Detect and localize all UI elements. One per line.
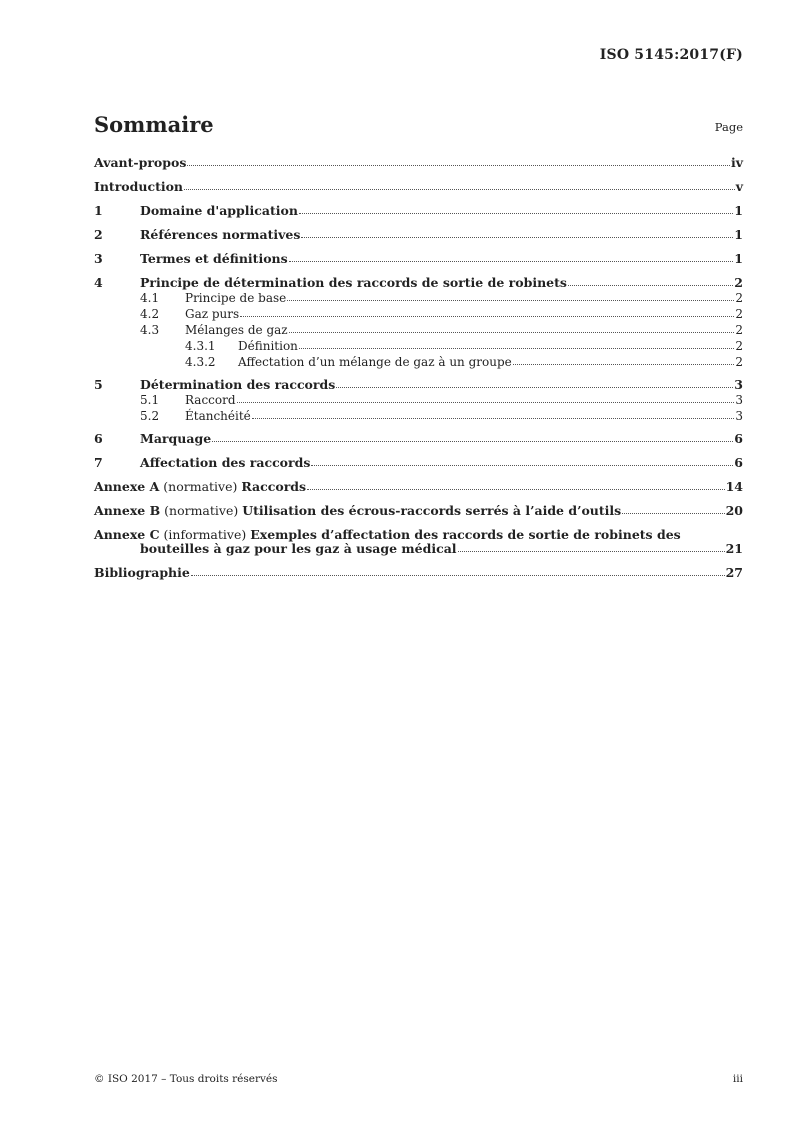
toc-entry-number: 5.1 — [140, 393, 160, 407]
toc-entry-avant-propos[interactable] — [94, 156, 743, 170]
toc-entry-section-4-3-1[interactable] — [94, 340, 743, 352]
dot-leader — [458, 551, 725, 552]
toc-entry-section-5[interactable] — [94, 378, 743, 392]
annex-title: Raccords — [241, 479, 307, 494]
toc-entry-page: v — [735, 179, 743, 194]
toc-entry-title: Affectation des raccords — [140, 455, 311, 470]
dot-leader — [191, 575, 725, 576]
table-of-contents — [94, 156, 743, 580]
toc-entry-title: Domaine d'application — [140, 203, 298, 218]
toc-entry-title: Principe de base — [185, 291, 287, 305]
toc-entry-section-5-1[interactable] — [94, 394, 743, 406]
dot-leader — [252, 418, 735, 419]
annex-kind: (informative) — [163, 527, 247, 542]
document-id: ISO 5145:2017(F) — [599, 47, 743, 63]
dot-leader — [289, 332, 735, 333]
toc-entry-title: Affectation d’un mélange de gaz à un groupe — [238, 355, 512, 369]
dot-leader — [299, 348, 734, 349]
toc-entry-title: Bibliographie — [94, 565, 190, 580]
toc-entry-page: 1 — [734, 227, 743, 242]
toc-entry-annex-c[interactable] — [94, 528, 743, 556]
toc-entry-page: 2 — [735, 339, 743, 353]
annex-title: Exemples d’affectation des raccords de sortie de robinets des — [250, 527, 681, 542]
footer-page-number: iii — [732, 1073, 743, 1085]
toc-entry-number: 1 — [94, 203, 103, 218]
annex-label: Annexe C — [94, 527, 160, 542]
dot-leader — [622, 513, 724, 514]
toc-entry-title: Étanchéité — [185, 409, 251, 423]
toc-entry-title: Marquage — [140, 431, 212, 446]
toc-entry-page: 2 — [735, 307, 743, 321]
toc-entry-page: 2 — [735, 355, 743, 369]
toc-entry-annex-a[interactable] — [94, 480, 743, 494]
toc-entry-page: 3 — [735, 409, 743, 423]
toc-entry-number: 2 — [94, 227, 103, 242]
toc-entry-number: 4.1 — [140, 291, 160, 305]
toc-entry-title: Définition — [238, 339, 298, 353]
toc-entry-section-7[interactable] — [94, 456, 743, 470]
toc-entry-number: 4.3 — [140, 323, 160, 337]
toc-entry-number: 5.2 — [140, 409, 160, 423]
toc-entry-title: Références normatives — [140, 227, 301, 242]
dot-leader — [307, 489, 725, 490]
dot-leader — [301, 237, 733, 238]
toc-entry-number: 4.3.1 — [185, 339, 216, 353]
dot-leader — [311, 465, 733, 466]
toc-entry-section-6[interactable] — [94, 432, 743, 446]
dot-leader — [240, 316, 734, 317]
dot-leader — [299, 213, 733, 214]
toc-entry-section-3[interactable] — [94, 252, 743, 266]
toc-entry-title: Principe de détermination des raccords de sortie de robinets — [140, 275, 567, 290]
toc-entry-page: iv — [730, 155, 743, 170]
toc-entry-page: 6 — [734, 455, 743, 470]
toc-entry-section-4-3-2[interactable] — [94, 356, 743, 368]
footer-copyright: © ISO 2017 – Tous droits réservés — [94, 1073, 278, 1085]
annex-label: Annexe A — [94, 479, 160, 494]
annex-title: Utilisation des écrous-raccords serrés à l’aide d’outils — [242, 503, 622, 518]
toc-entry-number: 7 — [94, 455, 103, 470]
toc-entry-title — [94, 480, 306, 494]
page-column-label: Page — [714, 120, 743, 134]
dot-leader — [568, 285, 733, 286]
toc-entry-page: 21 — [725, 541, 743, 556]
toc-entry-page: 1 — [734, 203, 743, 218]
toc-entry-number: 5 — [94, 377, 103, 392]
toc-entry-title — [94, 504, 621, 518]
toc-entry-title: Gaz purs — [185, 307, 240, 321]
toc-entry-title: Mélanges de gaz — [185, 323, 288, 337]
dot-leader — [287, 300, 734, 301]
toc-entry-page: 27 — [725, 565, 743, 580]
toc-entry-bibliographie[interactable] — [94, 566, 743, 580]
dot-leader — [212, 441, 733, 442]
toc-entry-title: Introduction — [94, 179, 184, 194]
toc-entry-page: 14 — [725, 479, 743, 494]
toc-entry-section-4[interactable] — [94, 276, 743, 290]
toc-entry-title: Détermination des raccords — [140, 377, 336, 392]
toc-entry-section-4-2[interactable] — [94, 308, 743, 320]
toc-header — [94, 112, 743, 140]
annex-title-continued: bouteilles à gaz pour les gaz à usage médical — [140, 541, 457, 556]
toc-entry-section-5-2[interactable] — [94, 410, 743, 422]
annex-title-line-2 — [94, 542, 743, 556]
toc-entry-page: 3 — [735, 393, 743, 407]
toc-entry-page: 20 — [725, 503, 743, 518]
annex-title-line-1 — [94, 528, 743, 542]
annex-kind: (normative) — [164, 503, 239, 518]
annex-label: Annexe B — [94, 503, 161, 518]
toc-entry-section-4-1[interactable] — [94, 292, 743, 304]
toc-title: Sommaire — [94, 112, 214, 137]
toc-entry-page: 2 — [735, 291, 743, 305]
toc-entry-page: 3 — [734, 377, 743, 392]
toc-entry-page: 1 — [734, 251, 743, 266]
toc-entry-section-1[interactable] — [94, 204, 743, 218]
toc-entry-number: 4.2 — [140, 307, 160, 321]
toc-entry-title: Raccord — [185, 393, 236, 407]
toc-entry-page: 2 — [734, 275, 743, 290]
toc-entry-annex-b[interactable] — [94, 504, 743, 518]
toc-entry-section-4-3[interactable] — [94, 324, 743, 336]
toc-entry-number: 4.3.2 — [185, 355, 216, 369]
toc-entry-number: 3 — [94, 251, 103, 266]
toc-entry-title: Avant-propos — [94, 155, 187, 170]
toc-entry-number: 6 — [94, 431, 103, 446]
toc-entry-introduction[interactable] — [94, 180, 743, 194]
toc-entry-title: Termes et définitions — [140, 251, 288, 266]
dot-leader — [289, 261, 734, 262]
dot-leader — [237, 402, 735, 403]
toc-entry-section-2[interactable] — [94, 228, 743, 242]
toc-entry-number: 4 — [94, 275, 103, 290]
dot-leader — [187, 165, 730, 166]
annex-kind: (normative) — [163, 479, 238, 494]
toc-entry-page: 2 — [735, 323, 743, 337]
dot-leader — [184, 189, 735, 190]
dot-leader — [513, 364, 735, 365]
toc-entry-page: 6 — [734, 431, 743, 446]
dot-leader — [336, 387, 733, 388]
